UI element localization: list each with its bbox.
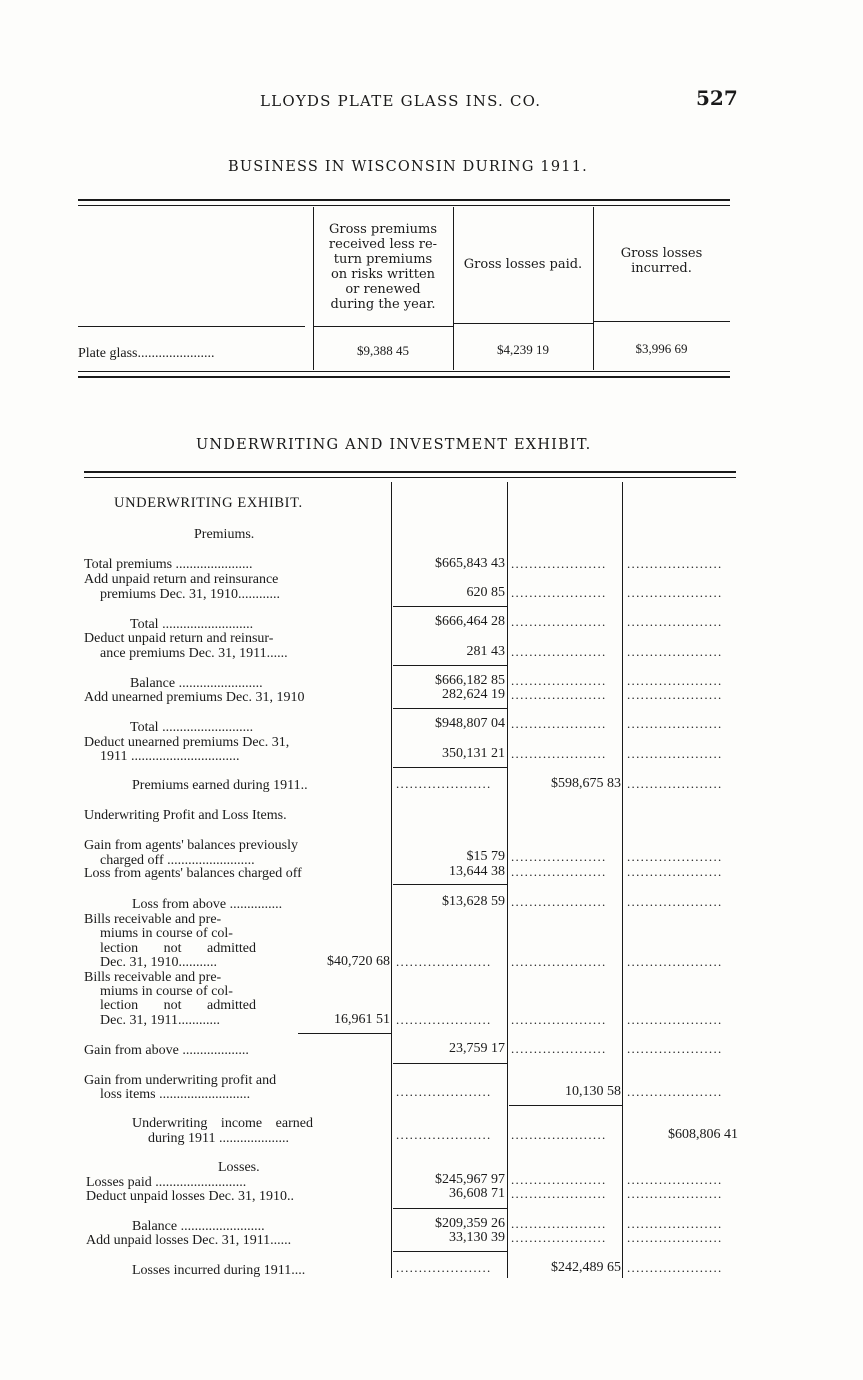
value-deduct-unpaid: 281 43 xyxy=(466,644,505,659)
leader-dots: ..................... xyxy=(627,776,723,791)
label-losses-incurred: Losses incurred during 1911.... xyxy=(132,1263,306,1278)
leader-dots: ..................... xyxy=(511,1186,607,1201)
exhibit-top-rule-inner xyxy=(84,477,736,478)
label-gain-uw-2: loss items .......................... xyxy=(100,1087,251,1102)
label-balance-2: Balance ........................ xyxy=(132,1219,265,1234)
value-loss-agents: 13,644 38 xyxy=(449,864,505,879)
label-bills-1b: miums in course of col- xyxy=(100,926,233,941)
label-deduct-unearned-1: Deduct unearned premiums Dec. 31, xyxy=(84,735,290,750)
col-header-losses-paid: Gross losses paid. xyxy=(463,257,583,272)
sum-rule-3 xyxy=(393,708,507,709)
value-premiums-earned: $598,675 83 xyxy=(551,776,621,791)
exhibit-col-divider-2 xyxy=(507,482,508,1278)
label-bills-2c: lection not admitted xyxy=(100,998,256,1013)
value-total-1: $666,464 28 xyxy=(435,614,505,629)
plate-glass-losses-paid: $4,239 19 xyxy=(497,342,549,357)
leader-dots: ..................... xyxy=(511,849,607,864)
leader-dots: ..................... xyxy=(511,687,607,702)
label-add-unpaid-1: Add unpaid return and reinsurance xyxy=(84,572,279,587)
page-number: 527 xyxy=(696,86,738,110)
leader-dots: ..................... xyxy=(511,1230,607,1245)
leader-dots: ..................... xyxy=(627,1012,723,1027)
value-uw-income: $608,806 41 xyxy=(668,1127,738,1142)
label-bills-2d: Dec. 31, 1911............ xyxy=(100,1013,221,1028)
value-balance-1: $666,182 85 xyxy=(435,673,505,688)
leader-dots: ..................... xyxy=(511,1012,607,1027)
col-header-losses-incurred: Gross losses incurred. xyxy=(620,246,703,276)
label-loss-from-above: Loss from above ............... xyxy=(132,897,283,912)
value-gain-uw: 10,130 58 xyxy=(565,1084,621,1099)
table-bottom-rule-inner xyxy=(78,371,730,372)
value-add-unpaid-losses: 33,130 39 xyxy=(449,1230,505,1245)
leader-dots: ..................... xyxy=(627,849,723,864)
leader-dots: ..................... xyxy=(627,954,723,969)
label-deduct-unpaid-losses: Deduct unpaid losses Dec. 31, 1910.. xyxy=(86,1189,295,1204)
label-uw-income-2: during 1911 .................... xyxy=(148,1131,290,1146)
row-label-plate-glass: Plate glass...................... xyxy=(78,346,215,361)
value-gain-from-above: 23,759 17 xyxy=(449,1041,505,1056)
sum-rule-4 xyxy=(393,767,507,768)
leader-dots: ..................... xyxy=(396,1127,492,1142)
label-gain-agents-2: charged off ......................... xyxy=(100,853,255,868)
label-bills-2b: miums in course of col- xyxy=(100,984,233,999)
label-deduct-unpaid-1: Deduct unpaid return and reinsur- xyxy=(84,631,274,646)
label-balance-1: Balance ........................ xyxy=(130,676,263,691)
leader-dots: ..................... xyxy=(627,1186,723,1201)
value-bills-1: $40,720 68 xyxy=(327,954,390,969)
sum-rule-6 xyxy=(393,1063,507,1064)
label-total-1: Total .......................... xyxy=(130,617,254,632)
value-loss-from-above: $13,628 59 xyxy=(442,894,505,909)
leader-dots: ..................... xyxy=(627,746,723,761)
leader-dots: ..................... xyxy=(511,954,607,969)
table-top-rule-inner xyxy=(78,205,730,206)
sum-rule-2 xyxy=(393,665,507,666)
leader-dots: ..................... xyxy=(511,1127,607,1142)
table-top-rule xyxy=(78,199,730,201)
sum-rule-5 xyxy=(393,884,507,885)
value-total-premiums: $665,843 43 xyxy=(435,556,505,571)
value-losses-paid: $245,967 97 xyxy=(435,1172,505,1187)
leader-dots: ..................... xyxy=(627,644,723,659)
leader-dots: ..................... xyxy=(511,644,607,659)
header-underline-2 xyxy=(453,323,593,324)
label-add-unpaid-losses: Add unpaid losses Dec. 31, 1911...... xyxy=(86,1233,292,1248)
label-total-premiums: Total premiums ...................... xyxy=(84,557,253,572)
leader-dots: ..................... xyxy=(627,1260,723,1275)
profit-loss-heading: Underwriting Profit and Loss Items. xyxy=(84,808,287,823)
leader-dots: ..................... xyxy=(627,687,723,702)
bills-underline xyxy=(298,1033,391,1034)
value-balance-2: $209,359 26 xyxy=(435,1216,505,1231)
label-uw-income-1: Underwriting income earned xyxy=(132,1116,313,1131)
label-bills-2a: Bills receivable and pre- xyxy=(84,970,222,985)
leader-dots: ..................... xyxy=(396,776,492,791)
value-deduct-unpaid-losses: 36,608 71 xyxy=(449,1186,505,1201)
label-gain-from-above: Gain from above ................... xyxy=(84,1043,249,1058)
underwriting-exhibit-heading: UNDERWRITING EXHIBIT. xyxy=(114,495,303,511)
leader-dots: ..................... xyxy=(627,894,723,909)
leader-dots: ..................... xyxy=(511,585,607,600)
leader-dots: ..................... xyxy=(396,954,492,969)
label-loss-agents: Loss from agents' balances charged off xyxy=(84,866,302,881)
value-losses-incurred: $242,489 65 xyxy=(551,1260,621,1275)
leader-dots: ..................... xyxy=(627,1084,723,1099)
exhibit-col-divider-3 xyxy=(622,482,623,1278)
leader-dots: ..................... xyxy=(511,894,607,909)
sum-rule-1 xyxy=(393,606,507,607)
value-deduct-unearned: 350,131 21 xyxy=(442,746,505,761)
leader-dots: ..................... xyxy=(396,1012,492,1027)
leader-dots: ..................... xyxy=(511,1216,607,1231)
premiums-heading: Premiums. xyxy=(194,527,255,542)
value-add-unearned: 282,624 19 xyxy=(442,687,505,702)
leader-dots: ..................... xyxy=(511,556,607,571)
leader-dots: ..................... xyxy=(627,585,723,600)
leader-dots: ..................... xyxy=(627,1172,723,1187)
sum-rule-7 xyxy=(393,1208,507,1209)
label-deduct-unearned-2: 1911 ............................... xyxy=(100,749,240,764)
value-add-unpaid: 620 85 xyxy=(466,585,505,600)
plate-glass-premiums: $9,388 45 xyxy=(357,343,409,358)
label-deduct-unpaid-2: ance premiums Dec. 31, 1911...... xyxy=(100,646,288,661)
header-underline-stub xyxy=(78,326,305,327)
leader-dots: ..................... xyxy=(627,716,723,731)
leader-dots: ..................... xyxy=(511,614,607,629)
exhibit-col-divider-1 xyxy=(391,482,392,1278)
sum-rule-8 xyxy=(393,1251,507,1252)
leader-dots: ..................... xyxy=(396,1084,492,1099)
losses-heading: Losses. xyxy=(218,1160,260,1175)
header-underline-1 xyxy=(313,326,453,327)
leader-dots: ..................... xyxy=(511,716,607,731)
leader-dots: ..................... xyxy=(627,614,723,629)
sum-rule-9 xyxy=(509,1105,623,1106)
exhibit-section-title: UNDERWRITING AND INVESTMENT EXHIBIT. xyxy=(196,437,592,453)
label-bills-1a: Bills receivable and pre- xyxy=(84,912,222,927)
leader-dots: ..................... xyxy=(511,673,607,688)
exhibit-top-rule xyxy=(84,471,736,473)
leader-dots: ..................... xyxy=(627,1216,723,1231)
label-losses-paid: Losses paid .......................... xyxy=(86,1175,247,1190)
running-title: LLOYDS PLATE GLASS INS. CO. xyxy=(260,92,542,110)
leader-dots: ..................... xyxy=(511,1172,607,1187)
label-bills-1d: Dec. 31, 1910........... xyxy=(100,955,218,970)
leader-dots: ..................... xyxy=(511,864,607,879)
value-bills-2: 16,961 51 xyxy=(334,1012,390,1027)
header-underline-3 xyxy=(593,321,730,322)
leader-dots: ..................... xyxy=(511,1041,607,1056)
leader-dots: ..................... xyxy=(627,1230,723,1245)
leader-dots: ..................... xyxy=(627,1041,723,1056)
leader-dots: ..................... xyxy=(627,864,723,879)
leader-dots: ..................... xyxy=(627,556,723,571)
label-add-unpaid-2: premiums Dec. 31, 1910............ xyxy=(100,587,281,602)
label-gain-uw-1: Gain from underwriting profit and xyxy=(84,1073,277,1088)
table-bottom-rule xyxy=(78,376,730,378)
leader-dots: ..................... xyxy=(627,673,723,688)
label-bills-1c: lection not admitted xyxy=(100,941,256,956)
leader-dots: ..................... xyxy=(511,746,607,761)
label-premiums-earned: Premiums earned during 1911.. xyxy=(132,778,308,793)
plate-glass-losses-incurred: $3,996 69 xyxy=(635,341,688,356)
label-add-unearned: Add unearned premiums Dec. 31, 1910 xyxy=(84,690,305,705)
business-section-title: BUSINESS IN WISCONSIN DURING 1911. xyxy=(228,159,588,175)
label-total-2: Total .......................... xyxy=(130,720,254,735)
leader-dots: ..................... xyxy=(396,1260,492,1275)
col-header-premiums: Gross premiums received less re- turn premiums on risks written or renewed during the year. xyxy=(328,222,438,312)
value-total-2: $948,807 04 xyxy=(435,716,505,731)
label-gain-agents-1: Gain from agents' balances previously xyxy=(84,838,299,853)
value-gain-agents: $15 79 xyxy=(466,849,505,864)
